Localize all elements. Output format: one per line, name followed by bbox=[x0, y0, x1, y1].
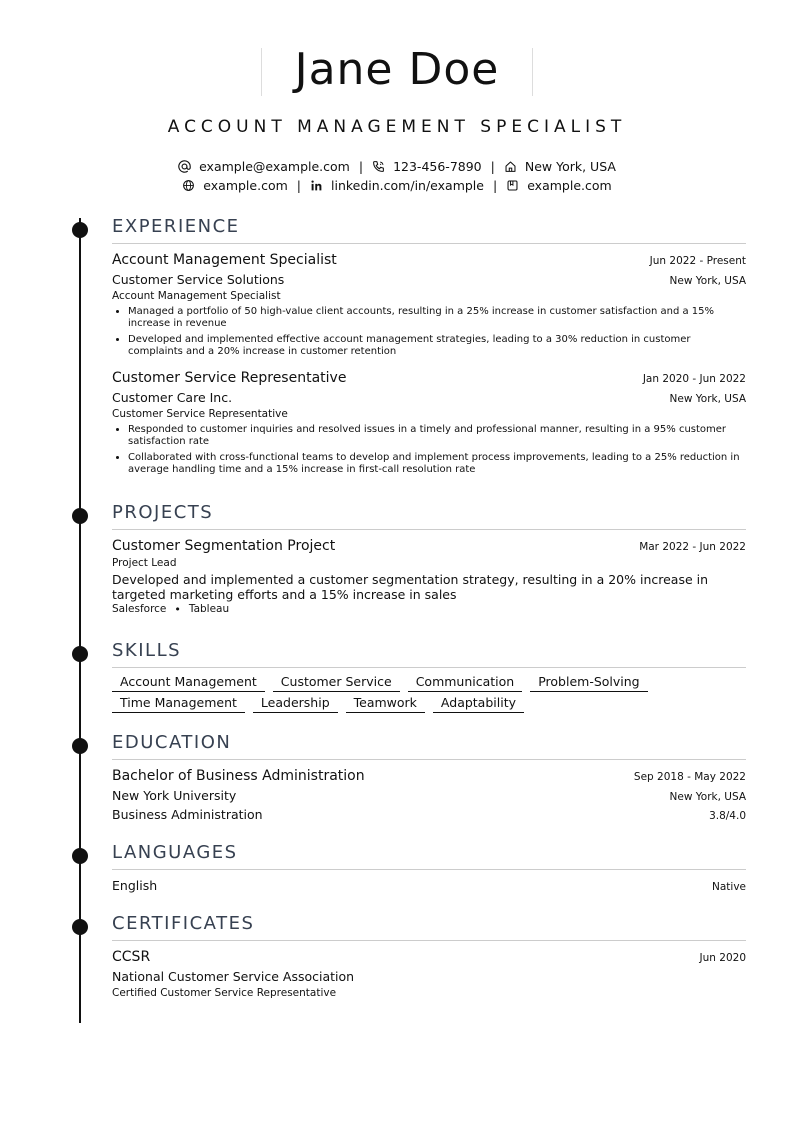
job-date: Jun 2022 - Present bbox=[649, 255, 746, 267]
school-location: New York, USA bbox=[669, 791, 746, 803]
certificate-description: Certified Customer Service Representative bbox=[112, 987, 337, 999]
contact-portfolio[interactable] bbox=[506, 176, 611, 195]
project-title: Customer Segmentation Project bbox=[112, 538, 336, 554]
gpa: 3.8/4.0 bbox=[709, 810, 746, 822]
job-title: Customer Service Representative bbox=[112, 370, 347, 386]
contact-website[interactable] bbox=[182, 176, 287, 195]
degree: Bachelor of Business Administration bbox=[112, 768, 365, 784]
bullet-item: • Developed and implemented effective account management strategies, leading to a 30% reduction in customer complaints and a 20% increase in customer retention bbox=[128, 334, 746, 358]
separator: | bbox=[358, 159, 364, 174]
bullet-item: • Responded to customer inquiries and resolved issues in a timely and professional manner, resulting in a 95% customer satisfaction rate bbox=[128, 424, 746, 448]
contact-phone[interactable] bbox=[372, 157, 482, 176]
project-keywords bbox=[112, 602, 746, 617]
experience-item bbox=[112, 250, 746, 358]
education-date: Sep 2018 - May 2022 bbox=[633, 771, 746, 783]
email-text: example@example.com bbox=[199, 159, 350, 174]
section-heading: SKILLS bbox=[112, 640, 746, 668]
skill-tag: Adaptability bbox=[433, 696, 524, 713]
contact-row-1 bbox=[0, 157, 794, 176]
website-text: example.com bbox=[203, 178, 288, 193]
bookmark-icon bbox=[506, 179, 519, 192]
job-location: New York, USA bbox=[669, 393, 746, 405]
certificate-name: CCSR bbox=[112, 949, 151, 965]
skill-tag: Time Management bbox=[112, 696, 245, 713]
timeline-dot bbox=[72, 508, 88, 524]
keyword: Salesforce bbox=[112, 603, 167, 615]
skills-section bbox=[112, 640, 746, 717]
field-of-study: Business Administration bbox=[112, 807, 263, 822]
skill-tag: Problem-Solving bbox=[530, 675, 647, 692]
phone-icon bbox=[372, 160, 385, 173]
skill-list bbox=[112, 675, 672, 717]
phone-text: 123-456-7890 bbox=[393, 159, 482, 174]
section-heading: EDUCATION bbox=[112, 732, 746, 760]
company-name: Customer Care Inc. bbox=[112, 390, 233, 405]
skill-tag: Leadership bbox=[253, 696, 338, 713]
portfolio-text: example.com bbox=[527, 178, 612, 193]
job-date: Jan 2020 - Jun 2022 bbox=[642, 373, 746, 385]
resume-header bbox=[0, 40, 794, 195]
bullet-list bbox=[112, 424, 746, 476]
certificate-item bbox=[112, 947, 746, 1001]
section-heading: EXPERIENCE bbox=[112, 216, 746, 244]
job-role: Customer Service Representative bbox=[112, 408, 288, 420]
bullet-item: • Collaborated with cross-functional teams to develop and implement process improvements, leading to a 25% reduction in average handling time and a 15% increase in first-call resolution rate bbox=[128, 452, 746, 476]
skill-tag: Customer Service bbox=[273, 675, 400, 692]
section-heading: PROJECTS bbox=[112, 502, 746, 530]
job-location: New York, USA bbox=[669, 275, 746, 287]
language-level: Native bbox=[712, 881, 746, 893]
contact-info bbox=[0, 157, 794, 195]
project-date: Mar 2022 - Jun 2022 bbox=[639, 541, 746, 553]
timeline-line bbox=[79, 218, 81, 1023]
keyword-separator: • bbox=[174, 603, 181, 616]
separator: | bbox=[296, 178, 301, 193]
skill-tag: Communication bbox=[408, 675, 523, 692]
location-text: New York, USA bbox=[524, 159, 616, 174]
project-item bbox=[112, 536, 746, 617]
separator: | bbox=[492, 178, 498, 193]
school-name: New York University bbox=[112, 788, 237, 803]
home-icon bbox=[504, 160, 517, 173]
keyword: Tableau bbox=[188, 603, 230, 615]
contact-email[interactable] bbox=[178, 157, 350, 176]
name-wrapper bbox=[261, 40, 534, 100]
company-name: Customer Service Solutions bbox=[112, 272, 285, 287]
bullet-list bbox=[112, 306, 746, 358]
project-role: Project Lead bbox=[112, 557, 177, 569]
language-item bbox=[112, 876, 746, 895]
certificate-date: Jun 2020 bbox=[699, 952, 746, 964]
education-section bbox=[112, 732, 746, 824]
linkedin-icon bbox=[310, 179, 323, 192]
contact-row-2 bbox=[0, 176, 794, 195]
skill-tag: Teamwork bbox=[346, 696, 425, 713]
contact-location bbox=[504, 157, 616, 176]
timeline-dot bbox=[72, 738, 88, 754]
skill-tag: Account Management bbox=[112, 675, 265, 692]
job-title: Account Management Specialist bbox=[112, 252, 337, 268]
timeline-dot bbox=[72, 848, 88, 864]
candidate-title: ACCOUNT MANAGEMENT SPECIALIST bbox=[167, 117, 627, 137]
education-item bbox=[112, 766, 746, 824]
candidate-name: Jane Doe bbox=[294, 44, 500, 95]
globe-icon bbox=[182, 179, 195, 192]
timeline-dot bbox=[72, 646, 88, 662]
separator: | bbox=[490, 159, 495, 174]
languages-section bbox=[112, 842, 746, 895]
certificate-issuer: National Customer Service Association bbox=[112, 969, 355, 984]
contact-linkedin[interactable] bbox=[310, 176, 484, 195]
section-heading: CERTIFICATES bbox=[112, 913, 746, 941]
experience-item bbox=[112, 368, 746, 476]
section-heading: LANGUAGES bbox=[112, 842, 746, 870]
timeline-dot bbox=[72, 919, 88, 935]
job-role: Account Management Specialist bbox=[112, 290, 281, 302]
language-name: English bbox=[112, 878, 158, 893]
experience-section bbox=[112, 216, 746, 480]
bullet-item: • Managed a portfolio of 50 high-value client accounts, resulting in a 25% increase in customer satisfaction and a 15% increase in revenue bbox=[128, 306, 746, 330]
projects-section bbox=[112, 502, 746, 617]
linkedin-text: linkedin.com/in/example bbox=[331, 178, 484, 193]
at-icon bbox=[178, 160, 191, 173]
timeline-dot bbox=[72, 222, 88, 238]
certificates-section bbox=[112, 913, 746, 1001]
project-description: Developed and implemented a customer segmentation strategy, resulting in a 20% increase in targeted marketing efforts and a 15% increase in sales bbox=[112, 572, 709, 602]
